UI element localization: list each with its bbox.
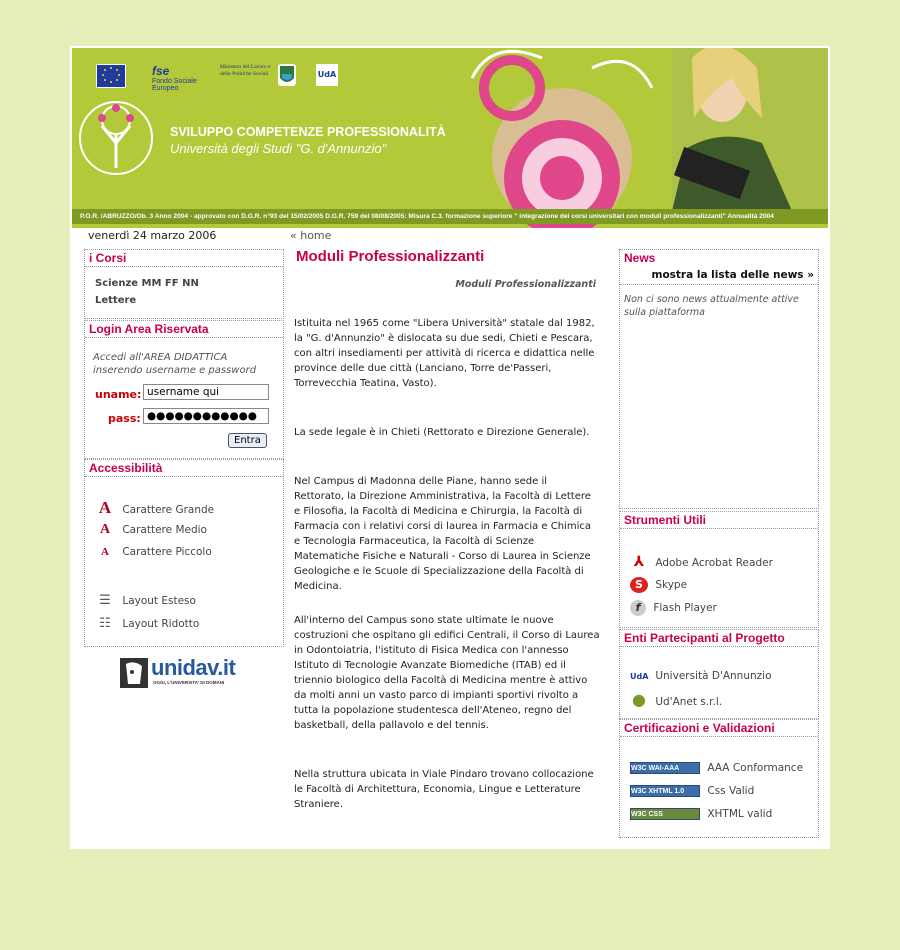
tool-flash[interactable]: [630, 600, 717, 616]
paragraph-4: All'interno del Campus sono state ultimate le nuove costruzioni che ospitano gli edifici Centrali, il Corso di Laurea in Odontoiatria, l'istituto di Fisica Medica con l'annesso Istituto di Tecnologie Avanzate Biomediche (ITAB) ed il triennio biologico della Facoltà di Medicina mentre è attivo da molti anni un vasto parco di impianti sportivi rivolto a tutta la popolazione studentesca dell'Ateneo, regno del basketball, della pallavolo e del tennis.: [294, 615, 600, 731]
uda-icon: UdA: [630, 672, 649, 681]
unidav-text: unidav.it: [151, 655, 236, 680]
courses-title: i Corsi: [85, 250, 283, 267]
uda-logo: UdA: [316, 64, 338, 86]
login-note: Accedi all'AREA DIDATTICA inserendo username e password: [93, 352, 257, 376]
cert-css[interactable]: [630, 785, 754, 797]
font-medium-icon: A: [99, 522, 111, 537]
font-small-label: Carattere Piccolo: [122, 546, 212, 558]
page-title: Moduli Professionalizzanti: [296, 248, 485, 265]
abruzzo-logo: [278, 64, 296, 86]
course-link-scienze[interactable]: Scienze MM FF NN: [95, 278, 199, 289]
partner-uda[interactable]: [630, 670, 772, 682]
news-box: [619, 249, 819, 509]
tool-acrobat-label: Adobe Acrobat Reader: [655, 557, 773, 569]
partners-title: Enti Partecipanti al Progetto: [620, 630, 818, 647]
layout-wide-icon: ☰: [99, 593, 111, 608]
partner-udanet[interactable]: [630, 690, 722, 709]
password-label: pass:: [108, 412, 141, 425]
flash-icon: f: [630, 600, 646, 616]
tool-flash-label: Flash Player: [653, 602, 717, 614]
cert-xhtml-label: XHTML valid: [707, 808, 773, 820]
password-input[interactable]: [143, 408, 269, 424]
courses-box: [84, 249, 284, 319]
unidav-face-icon: [120, 658, 148, 688]
news-empty-message: Non ci sono news attualmente attive sulla piattaforma: [624, 294, 799, 318]
layout-wide-label: Layout Esteso: [122, 595, 196, 607]
tool-skype-label: Skype: [655, 579, 688, 591]
page-subtitle: Moduli Professionalizzanti: [455, 279, 596, 290]
layout-narrow-option[interactable]: [95, 616, 199, 631]
layout-narrow-icon: ☷: [99, 616, 111, 631]
udanet-icon: ●: [632, 690, 646, 709]
news-title: News: [624, 251, 656, 265]
w3c-xhtml-badge-icon: W3C XHTML 1.0: [630, 785, 700, 797]
login-title: Login Area Riservata: [85, 321, 283, 338]
accessibility-box: [84, 459, 284, 647]
ministry-logo: Ministero del Lavoro e delle Politiche Sociali: [220, 64, 271, 77]
acrobat-icon: ⅄: [633, 554, 645, 570]
accessibility-title: Accessibilità: [85, 460, 283, 477]
tools-title: Strumenti Utili: [620, 512, 818, 529]
tools-box: [619, 511, 819, 628]
font-small-option[interactable]: [95, 546, 212, 558]
w3c-wai-badge-icon: W3C WAI-AAA: [630, 762, 700, 774]
font-large-icon: A: [98, 498, 112, 517]
unidav-tagline: OGGI, L'UNIVERSITA' DI DOMANI: [153, 680, 225, 685]
eu-flag-logo: [96, 64, 126, 88]
font-large-label: Carattere Grande: [122, 504, 215, 516]
partner-uda-label: Università D'Annunzio: [655, 670, 772, 682]
partners-box: [619, 629, 819, 719]
por-notice-bar: P.O.R. /ABRUZZO/Ob. 3 Anno 2004 - approvato con D.G.R. n°93 del 15/02/2005 D.G.R. 759 del 08/08/2005: Misura C.3. formazione superiore " integrazione dei corsi universitari con moduli professionalizzanti" Annualità 2004: [72, 209, 828, 224]
current-date: venerdì 24 marzo 2006: [88, 229, 217, 242]
tool-skype[interactable]: [630, 577, 687, 593]
paragraph-3: Nel Campus di Madonna delle Piane, hanno sede il Rettorato, la Direzione Amministrativa, la Facoltà di Lettere e Filosofia, la Facoltà di Medicina e Chirurgia, la Facoltà di Farmacia con i relativi corsi di laurea in Farmacia e Chimica e Tecnologia Farmaceutica, la Facoltà di Scienze Matematiche Fisiche e Naturali - Corso di Laurea in Scienze Geologiche e le Scuole di Specializzazione della Facoltà di Medicina.: [294, 476, 591, 592]
breadcrumb-home-link[interactable]: « home: [290, 229, 332, 242]
username-input[interactable]: [143, 384, 269, 400]
login-box: [84, 320, 284, 459]
cert-aaa[interactable]: [630, 762, 803, 774]
login-submit-button[interactable]: Entra: [228, 433, 267, 448]
banner-subtitle: Università degli Studi "G. d'Annunzio": [170, 141, 387, 156]
font-large-option[interactable]: [95, 498, 214, 518]
font-small-icon: A: [101, 546, 109, 558]
course-link-lettere[interactable]: Lettere: [95, 295, 137, 306]
paragraph-2: La sede legale è in Chieti (Rettorato e Direzione Generale).: [294, 427, 590, 438]
cert-css-label: Css Valid: [707, 785, 755, 797]
layout-wide-option[interactable]: [95, 593, 196, 608]
header-banner: [72, 48, 828, 228]
cert-aaa-label: AAA Conformance: [707, 762, 804, 774]
cert-xhtml[interactable]: [630, 808, 772, 820]
font-medium-option[interactable]: [95, 522, 207, 538]
font-medium-label: Carattere Medio: [122, 524, 207, 536]
paragraph-5: Nella struttura ubicata in Viale Pindaro trovano collocazione le Facoltà di Architettura, Economia, Lingue e Letterature Straniere.: [294, 769, 594, 810]
news-list-link[interactable]: mostra la lista delle news »: [651, 269, 814, 281]
username-label: uname:: [95, 388, 142, 401]
unidav-logo[interactable]: [120, 656, 250, 690]
fse-logo: fse Fondo Sociale Europeo: [152, 64, 197, 92]
w3c-css-badge-icon: W3C CSS: [630, 808, 700, 820]
certifications-title: Certificazioni e Validazioni: [620, 720, 818, 737]
layout-narrow-label: Layout Ridotto: [122, 618, 200, 630]
paragraph-1: Istituita nel 1965 come "Libera Università" statale dal 1982, la "G. d'Annunzio" è dislocata su due sedi, Chieti e Pescara, con altri insediamenti per attività di ricerca e didattica nelle province delle due città (Lanciano, Torre de'Passeri, Torrevecchia Teatina, Vasto).: [294, 318, 595, 389]
tool-acrobat[interactable]: [630, 554, 773, 570]
skype-icon: S: [630, 577, 648, 593]
partner-udanet-label: Ud'Anet s.r.l.: [655, 696, 723, 708]
certifications-box: [619, 719, 819, 838]
banner-title: SVILUPPO COMPETENZE PROFESSIONALITÀ: [170, 125, 446, 139]
